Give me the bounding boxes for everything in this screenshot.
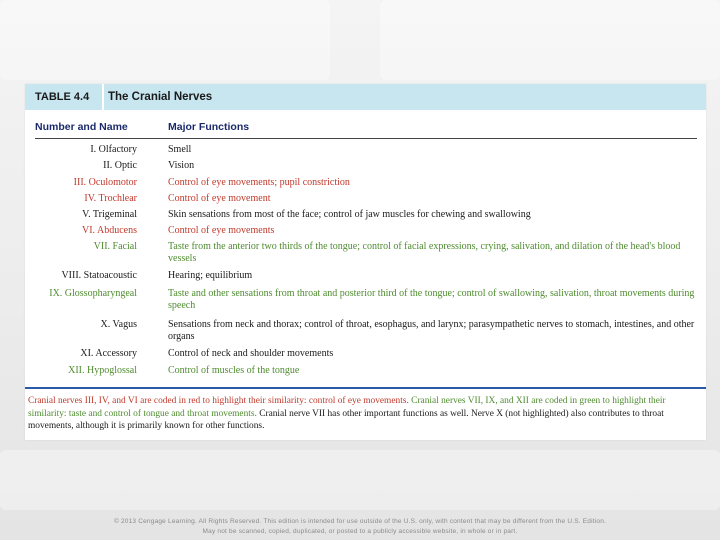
nerve-name: VII. Facial	[93, 241, 137, 252]
nerve-name: III. Oculomotor	[73, 177, 137, 188]
table-bottom-rule	[25, 387, 706, 389]
copyright-line-1: © 2013 Cengage Learning. All Rights Reserved. This edition is intended for use outside of the U.S. only, with content that may be different from the U.S. Edition.	[113, 518, 607, 525]
nerve-name: VI. Abducens	[82, 225, 137, 236]
nerve-name: VIII. Statoacoustic	[61, 270, 137, 281]
nerve-name: IV. Trochlear	[84, 193, 137, 204]
column-header-functions: Major Functions	[168, 121, 250, 133]
nerve-function: Vision	[168, 160, 195, 171]
table-number: TABLE 4.4	[35, 91, 90, 103]
nerve-function: Smell	[168, 144, 192, 155]
table-title-bar	[25, 84, 706, 110]
nerve-name: I. Olfactory	[90, 144, 137, 155]
table-card	[25, 84, 706, 440]
copyright-notice	[40, 517, 680, 536]
nerve-function: Control of muscles of the tongue	[168, 365, 300, 376]
background-shape	[0, 0, 330, 80]
nerve-function: Taste and other sensations from throat and posterior third of the tongue; control of swallowing, salivation, throat movements during speech	[168, 288, 695, 311]
nerve-function: Hearing; equilibrium	[168, 270, 253, 281]
background-shape	[0, 450, 720, 510]
table-title: The Cranial Nerves	[108, 91, 213, 103]
column-header-name: Number and Name	[35, 121, 128, 133]
nerve-name: V. Trigeminal	[82, 209, 137, 220]
nerve-function: Control of eye movements	[168, 225, 275, 236]
nerve-name: XI. Accessory	[80, 348, 137, 359]
footnote-green-text: Cranial nerves VII, IX, and XII are coded in green to highlight their similarity: taste and control of tongue and throat movements.	[28, 396, 666, 419]
nerve-name: XII. Hypoglossal	[68, 365, 137, 376]
table-footnote	[28, 395, 704, 433]
nerve-name: II. Optic	[103, 160, 137, 171]
nerve-function: Sensations from neck and thorax; control of throat, esophagus, and larynx; parasympathetic nerves to stomach, intestines, and other organs	[168, 319, 695, 342]
footnote-red-text: Cranial nerves III, IV, and VI are coded in red to highlight their similarity: control of eye movements.	[28, 396, 409, 406]
nerve-function: Control of eye movements; pupil constriction	[168, 177, 350, 188]
nerve-name: X. Vagus	[100, 319, 137, 330]
header-rule	[35, 138, 697, 139]
footnote-black-text: Cranial nerve VII has other important functions as well. Nerve X (not highlighted) also contributes to throat movements, although it is primarily known for other functions.	[28, 408, 664, 431]
nerve-function: Skin sensations from most of the face; control of jaw muscles for chewing and swallowing	[168, 209, 531, 220]
nerve-function: Control of eye movement	[168, 193, 271, 204]
nerve-name: IX. Glossopharyngeal	[49, 288, 137, 299]
title-divider	[102, 84, 104, 110]
nerve-function: Taste from the anterior two thirds of the tongue; control of facial expressions, crying, salivation, and dilation of the head's blood vessels	[168, 241, 681, 264]
background-shape	[380, 0, 720, 80]
nerve-function: Control of neck and shoulder movements	[168, 348, 334, 359]
copyright-line-2: May not be scanned, copied, duplicated, or posted to a publicly accessible website, in whole or in part.	[202, 527, 518, 535]
